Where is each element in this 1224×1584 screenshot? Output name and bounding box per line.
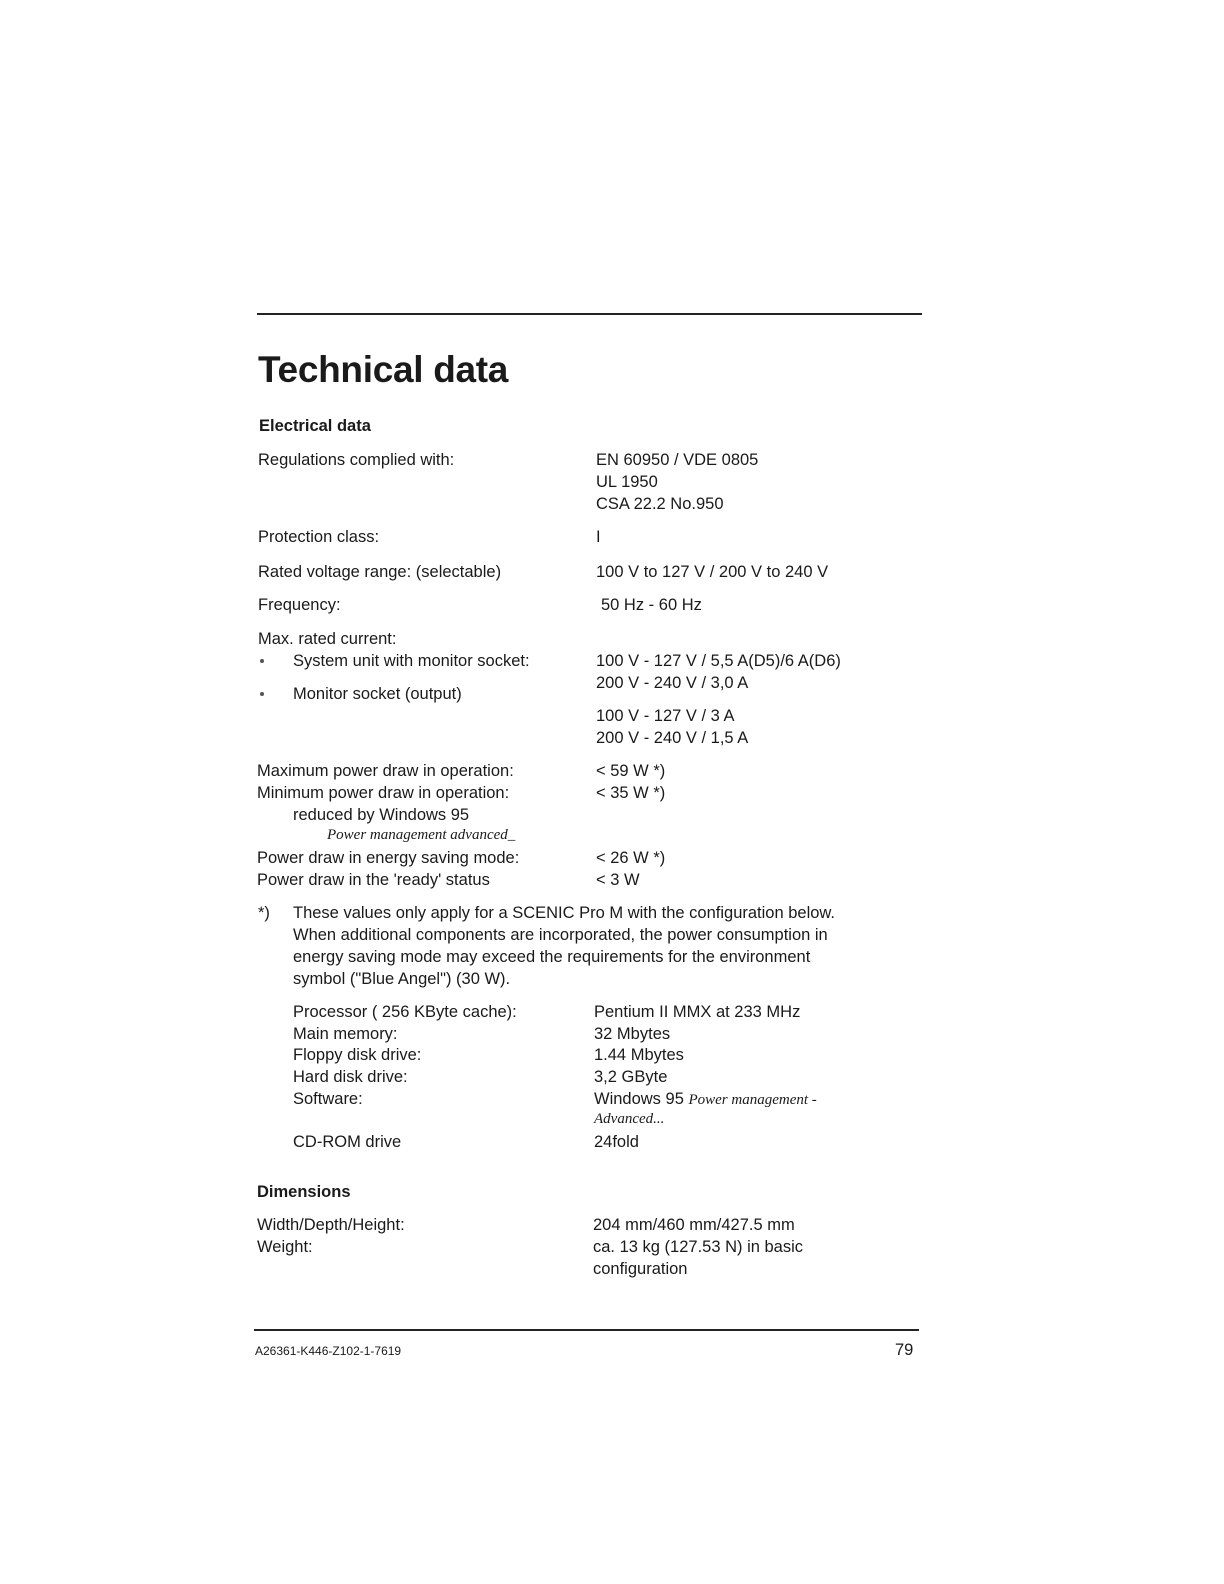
max-power-value: < 59 W *) [596, 762, 666, 780]
min-power-label: Minimum power draw in operation: [257, 784, 510, 802]
footer-rule [254, 1329, 919, 1331]
weight-value-1: ca. 13 kg (127.53 N) in basic [593, 1238, 804, 1256]
max-power-label: Maximum power draw in operation: [257, 762, 514, 780]
reduced-label: reduced by Windows 95 [293, 806, 470, 824]
frequency-value: 50 Hz - 60 Hz [601, 596, 702, 614]
protection-label: Protection class: [258, 528, 380, 546]
software-value [594, 1088, 817, 1111]
bullet-icon [260, 659, 264, 663]
max-current-label: Max. rated current: [258, 630, 397, 648]
monitor-value-2: 200 V - 240 V / 1,5 A [596, 729, 749, 747]
cdrom-value: 24fold [594, 1133, 639, 1151]
regulations-value-2: UL 1950 [596, 473, 658, 491]
floppy-label: Floppy disk drive: [293, 1046, 422, 1064]
weight-value-2: configuration [593, 1260, 688, 1278]
software-value-text: Windows 95 [594, 1090, 684, 1108]
monitor-value-1: 100 V - 127 V / 3 A [596, 707, 735, 725]
hdd-label: Hard disk drive: [293, 1068, 408, 1086]
software-italic-note-2: Advanced... [594, 1111, 665, 1127]
page-number: 79 [895, 1341, 914, 1359]
footnote-line-2: When additional components are incorporated, the power consumption in [293, 926, 828, 944]
software-label: Software: [293, 1090, 363, 1108]
wdh-value: 204 mm/460 mm/427.5 mm [593, 1216, 795, 1234]
frequency-label: Frequency: [258, 596, 341, 614]
regulations-value-3: CSA 22.2 No.950 [596, 495, 724, 513]
bullet-monitor-label: Monitor socket (output) [293, 685, 462, 703]
min-power-value: < 35 W *) [596, 784, 666, 802]
system-value-1: 100 V - 127 V / 5,5 A(D5)/6 A(D6) [596, 652, 841, 670]
bullet-icon [260, 692, 264, 696]
reduced-italic-note: Power management advanced_ [327, 827, 516, 843]
regulations-label: Regulations complied with: [258, 451, 455, 469]
hdd-value: 3,2 GByte [594, 1068, 668, 1086]
voltage-value: 100 V to 127 V / 200 V to 240 V [596, 563, 829, 581]
bullet-system-label: System unit with monitor socket: [293, 652, 530, 670]
memory-label: Main memory: [293, 1025, 398, 1043]
energy-value: < 26 W *) [596, 849, 666, 867]
doc-number: A26361-K446-Z102-1-7619 [255, 1344, 402, 1358]
header-rule [257, 313, 922, 315]
voltage-label: Rated voltage range: (selectable) [258, 563, 502, 581]
regulations-value-1: EN 60950 / VDE 0805 [596, 451, 759, 469]
processor-label: Processor ( 256 KByte cache): [293, 1003, 517, 1021]
energy-label: Power draw in energy saving mode: [257, 849, 520, 867]
footnote-marker: *) [258, 904, 270, 922]
ready-label: Power draw in the 'ready' status [257, 871, 490, 889]
cdrom-label: CD-ROM drive [293, 1133, 402, 1151]
footnote-line-3: energy saving mode may exceed the requirements for the environment [293, 948, 811, 966]
section-heading-dimensions: Dimensions [257, 1183, 351, 1201]
section-heading-electrical: Electrical data [259, 417, 371, 435]
system-value-2: 200 V - 240 V / 3,0 A [596, 674, 749, 692]
wdh-label: Width/Depth/Height: [257, 1216, 405, 1234]
ready-value: < 3 W [596, 871, 640, 889]
footnote-line-4: symbol ("Blue Angel") (30 W). [293, 970, 511, 988]
floppy-value: 1.44 Mbytes [594, 1046, 684, 1064]
page-title: Technical data [258, 349, 509, 390]
weight-label: Weight: [257, 1238, 313, 1256]
software-italic-note-1: Power management - [688, 1092, 817, 1108]
footnote-line-1: These values only apply for a SCENIC Pro M with the configuration below. [293, 904, 836, 922]
memory-value: 32 Mbytes [594, 1025, 671, 1043]
processor-value: Pentium II MMX at 233 MHz [594, 1003, 801, 1021]
protection-value: I [596, 528, 601, 546]
